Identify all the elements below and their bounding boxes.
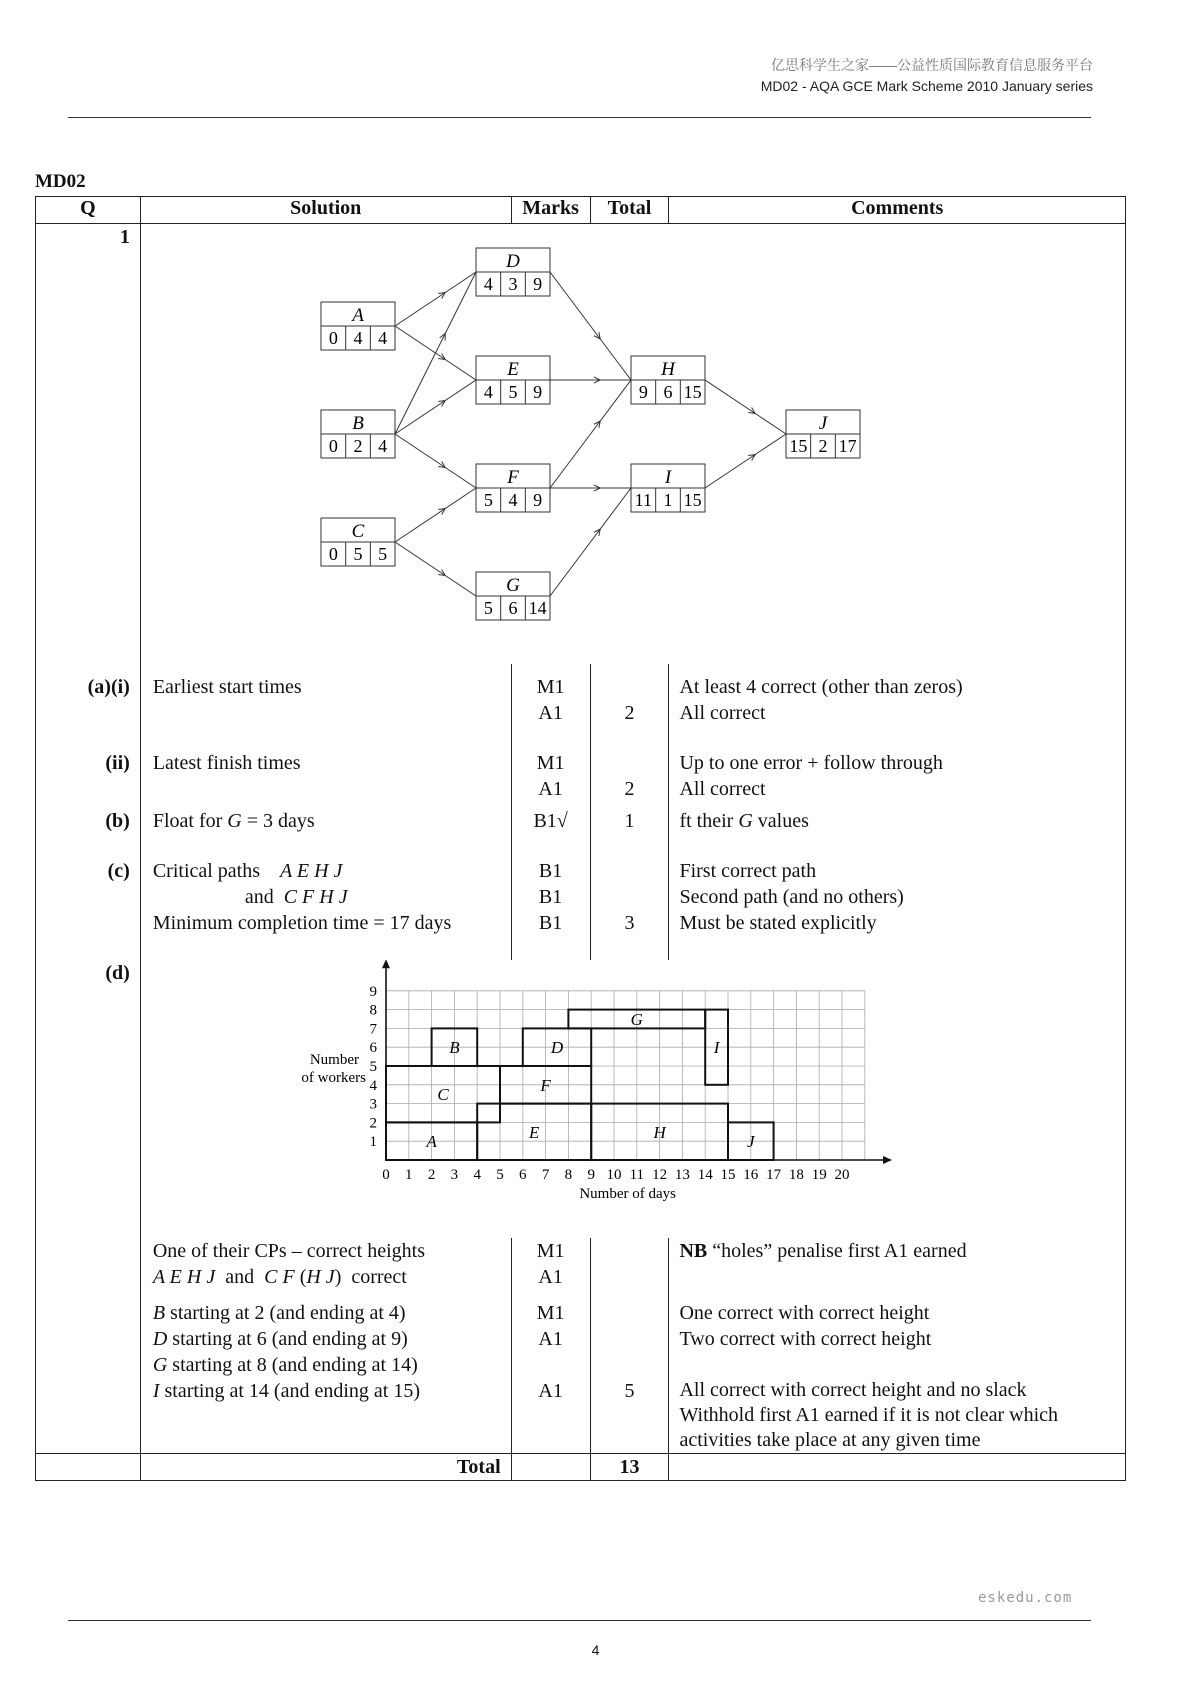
x-tick-label: 6 [518,1167,527,1183]
x-tick-label: 16 [743,1167,759,1183]
total: 3 [624,912,635,934]
x-tick-label: 15 [720,1167,736,1183]
node-latest: 17 [838,436,857,456]
y-tick-label: 7 [369,1021,377,1038]
block-label-G: G [630,1010,643,1029]
table-header-row [36,197,1126,224]
arrowhead-icon [438,461,445,467]
watermark: eskedu.com [978,1590,1073,1606]
activity-node-I [631,464,705,512]
node-latest: 14 [528,598,547,618]
x-tick-label: 10 [606,1167,622,1183]
y-tick-label: 1 [369,1134,377,1151]
activity-node-E [476,356,550,404]
comment: NB “holes” penalise first A1 earned [679,1240,967,1262]
y-tick-label: 2 [369,1115,377,1132]
comment: All correct with correct height and no slack [679,1379,1027,1401]
resource-histogram [141,960,1125,1238]
comment: ft their G values [679,810,809,832]
min-completion-time: Minimum completion time = 17 days [152,912,452,934]
node-latest: 5 [377,544,387,564]
critical-path-1: Critical paths A E H J [152,860,343,882]
edge-I-J [705,434,786,488]
node-label: D [505,251,520,272]
mark: A1 [538,778,563,800]
node-latest: 4 [377,328,387,348]
x-tick-label: 14 [697,1167,713,1183]
solution-text: B starting at 2 (and ending at 4) [152,1302,406,1324]
block-label-A: A [426,1132,437,1152]
col-header-comments: Comments [669,197,1126,224]
arrowhead-icon [438,293,445,299]
col-header-solution: Solution [140,197,511,224]
mark: B1 [538,886,563,908]
edge-B-E [395,380,476,434]
node-latest: 15 [683,490,702,510]
x-tick-label: 5 [496,1167,504,1183]
node-duration: 5 [508,382,518,402]
block-label-F: F [540,1075,551,1095]
x-tick-label: 9 [587,1167,595,1183]
arrowhead-icon [748,407,755,413]
comment: First correct path [679,860,817,882]
comment: Up to one error + follow through [679,752,943,774]
comment: Withhold first A1 earned if it is not clear which activities take place at any given time [679,1404,1058,1451]
x-axis-label: Number of days [579,1186,676,1202]
paper-code: MD02 [35,171,86,192]
node-label: I [664,467,671,488]
x-tick-label: 7 [541,1167,550,1183]
activity-node-F [476,464,550,512]
y-tick-label: 4 [369,1077,377,1094]
mark: A1 [538,702,563,724]
total: 2 [624,702,635,724]
document-title: MD02 - AQA GCE Mark Scheme 2010 January series [760,78,1093,94]
comment: One correct with correct height [679,1302,930,1324]
col-header-total: Total [590,197,669,224]
node-latest: 9 [532,490,542,510]
arrowhead-icon [438,509,445,515]
node-earliest: 9 [638,382,648,402]
node-earliest: 0 [328,544,338,564]
node-label: B [352,413,364,434]
critical-path-2: and C F H J [244,886,348,908]
col-header-q: Q [36,197,141,224]
mark: M1 [536,1240,565,1262]
x-tick-label: 0 [382,1167,390,1183]
node-label: A [352,305,364,326]
node-latest: 15 [683,382,702,402]
table-row [36,224,1126,665]
x-tick-label: 19 [811,1167,827,1183]
solution-text: Float for G = 3 days [152,810,315,832]
y-tick-label: 3 [369,1096,377,1113]
block-label-J: J [746,1132,755,1152]
comment: All correct [679,778,766,800]
total: 2 [624,778,635,800]
node-earliest: 5 [483,598,493,618]
node-duration: 3 [508,274,518,294]
edge-A-D [395,272,476,326]
block-label-B: B [449,1038,460,1058]
x-axis-arrow-icon [883,1156,892,1164]
grand-total: 13 [590,1454,669,1481]
arrowhead-icon [438,569,445,575]
node-earliest: 15 [789,436,808,456]
node-earliest: 5 [483,490,493,510]
node-label: F [507,467,519,488]
activity-node-H [631,356,705,404]
x-tick-label: 17 [765,1167,781,1183]
part-label: (a)(i) [87,676,130,698]
page-number: 4 [591,1642,600,1658]
x-tick-label: 11 [629,1167,644,1183]
total: 5 [624,1380,635,1402]
activity-node-G [476,572,550,620]
mark: B1√ [533,810,568,832]
y-tick-label: 8 [369,1002,377,1019]
header-rule [68,117,1091,118]
y-tick-label: 6 [369,1040,377,1057]
node-label: C [351,521,365,542]
node-duration: 2 [353,436,363,456]
network-svg [141,224,1126,664]
y-tick-label: 9 [369,983,377,1000]
x-tick-label: 4 [473,1167,481,1183]
node-label: H [660,359,675,380]
mark: M1 [536,752,565,774]
part-label: (ii) [105,752,130,774]
question-number: 1 [119,226,130,248]
solution-text: D starting at 6 (and ending at 9) [152,1328,408,1350]
node-earliest: 11 [634,490,652,510]
activity-node-J [786,410,860,458]
y-tick-label: 5 [369,1059,377,1075]
comment: Two correct with correct height [679,1328,932,1350]
node-label: J [818,413,828,434]
node-duration: 4 [508,490,518,510]
total-row [36,1454,1126,1481]
solution-text: I starting at 14 (and ending at 15) [152,1380,420,1402]
node-duration: 4 [353,328,363,348]
x-tick-label: 12 [651,1167,667,1183]
activity-node-A [321,302,395,350]
activity-node-B [321,410,395,458]
block-label-D: D [550,1038,563,1058]
edge-B-D [395,272,476,434]
mark: A1 [538,1328,563,1350]
node-latest: 4 [377,436,387,456]
y-axis-arrow-icon [382,960,390,968]
edge-H-J [705,380,786,434]
edge-C-G [395,542,476,596]
table-row [36,960,1126,1238]
node-duration: 1 [663,490,673,510]
total-label: Total [140,1454,511,1481]
edge-B-F [395,434,476,488]
mark: B1 [538,860,563,882]
table-row [36,664,1126,960]
node-latest: 9 [532,382,542,402]
block-label-E: E [528,1122,540,1142]
arrowhead-icon [438,353,445,359]
footer-rule [68,1620,1091,1621]
part-label: (c) [107,860,130,882]
node-duration: 2 [818,436,828,456]
mark: B1 [538,912,563,934]
col-header-marks: Marks [511,197,590,224]
x-tick-label: 1 [404,1167,413,1183]
x-tick-label: 18 [788,1167,804,1183]
activity-node-D [476,248,550,296]
block-label-H: H [653,1122,666,1142]
node-duration: 6 [663,382,673,402]
part-label: (b) [105,810,130,832]
mark-scheme-table [35,196,1126,1481]
node-label: E [507,359,519,380]
solution-text: Earliest start times [152,676,302,698]
arrowhead-icon [748,455,755,461]
mark: A1 [538,1266,563,1288]
x-tick-label: 20 [834,1167,850,1183]
node-earliest: 0 [328,328,338,348]
comment: Must be stated explicitly [679,912,877,934]
node-label: G [505,575,520,596]
node-duration: 5 [353,544,363,564]
x-tick-label: 2 [427,1167,436,1183]
solution-text: A E H J and C F (H J) correct [152,1266,407,1288]
arrowhead-icon [438,401,445,407]
solution-text: G starting at 8 (and ending at 14) [152,1354,418,1376]
x-tick-label: 13 [674,1167,690,1183]
histogram-svg [141,960,1126,1238]
activity-node-C [321,518,395,566]
x-tick-label: 3 [450,1167,458,1183]
node-earliest: 4 [483,382,493,402]
edge-G-I [550,488,631,596]
solution-text: Latest finish times [152,752,301,774]
site-header: 亿思科学生之家——公益性质国际教育信息服务平台 [771,57,1093,73]
comment: Second path (and no others) [679,886,904,908]
node-earliest: 0 [328,436,338,456]
y-axis-label: Number [309,1052,359,1068]
node-latest: 9 [532,274,542,294]
block-label-C: C [437,1085,449,1105]
table-row [36,1238,1126,1454]
activity-network-diagram [141,224,1125,664]
node-duration: 6 [508,598,518,618]
solution-text: One of their CPs – correct heights [152,1240,425,1262]
edge-F-H [550,380,631,488]
y-axis-label: of workers [301,1070,366,1086]
node-earliest: 4 [483,274,493,294]
mark: M1 [536,676,565,698]
edge-C-F [395,488,476,542]
x-tick-label: 8 [564,1167,572,1183]
block-label-I: I [713,1038,720,1058]
mark: M1 [536,1302,565,1324]
comment: At least 4 correct (other than zeros) [679,676,963,698]
part-label: (d) [105,962,130,984]
comment: All correct [679,702,766,724]
total: 1 [624,810,635,832]
mark: A1 [538,1380,563,1402]
edge-D-H [550,272,631,380]
